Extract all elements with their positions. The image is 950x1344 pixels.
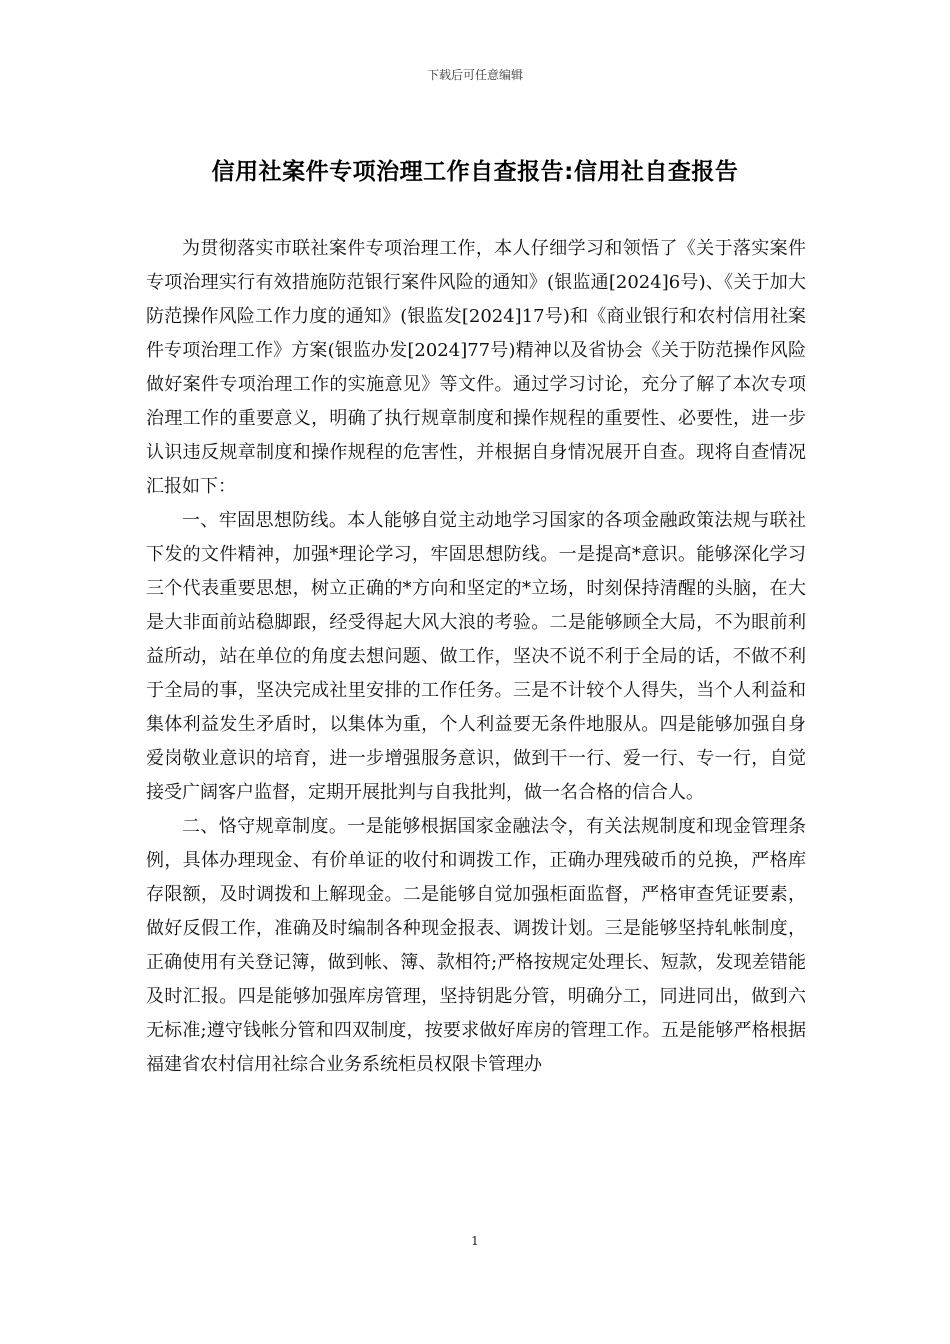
document-body xyxy=(146,232,806,1082)
paragraph-section-2: 二、恪守规章制度。一是能够根据国家金融法令，有关法规制度和现金管理条例，具体办理现金、有价单证的收付和调拨工作，正确办理残破币的兑换，严格库存限额，及时调拨和上解现金。二是能够自觉加强柜面监督，严格审查凭证要素，做好反假工作，准确及时编制各种现金报表、调拨计划。三是能够坚持轧帐制度，正确使用有关登记簿，做到帐、簿、款相符;严格按规定处理长、短款，发现差错能及时汇报。四是能够加强库房管理，坚持钥匙分管，明确分工，同进同出，做到六无标准;遵守钱帐分管和四双制度，按要求做好库房的管理工作。五是能够严格根据福建省农村信用社综合业务系统柜员权限卡管理办 xyxy=(146,816,806,1075)
page-number: 1 xyxy=(471,1234,479,1248)
paragraph-intro: 为贯彻落实市联社案件专项治理工作，本人仔细学习和领悟了《关于落实案件专项治理实行有效措施防范银行案件风险的通知》(银监通[2024]6号)、《关于加大防范操作风险工作力度的通知》(银监发[2024]17号)和《商业银行和农村信用社案件专项治理工作》方案(银监办发[2024]77号)精神以及省协会《关于防范操作风险做好案件专项治理工作的实施意见》等文件。通过学习讨论，充分了解了本次专项治理工作的重要意义，明确了执行规章制度和操作规程的重要性、必要性，进一步认识违反规章制度和操作规程的危害性，并根据自身情况展开自查。现将自查情况汇报如下： xyxy=(146,238,806,497)
page-header: 下载后可任意编辑 xyxy=(426,68,523,82)
paragraph-section-1: 一、牢固思想防线。本人能够自觉主动地学习国家的各项金融政策法规与联社下发的文件精神，加强*理论学习，牢固思想防线。一是提高*意识。能够深化学习三个代表重要思想，树立正确的*方向和坚定的*立场，时刻保持清醒的头脑，在大是大非面前站稳脚跟，经受得起大风大浪的考验。二是能够顾全大局，不为眼前利益所动，站在单位的角度去想问题、做工作，坚决不说不利于全局的话，不做不利于全局的事，坚决完成社里安排的工作任务。三是不计较个人得失，当个人利益和集体利益发生矛盾时，以集体为重，个人利益要无条件地服从。四是能够加强自身爱岗敬业意识的培育，进一步增强服务意识，做到干一行、爱一行、专一行，自觉接受广阔客户监督，定期开展批判与自我批判，做一名合格的信合人。 xyxy=(146,510,806,803)
document-title: 信用社案件专项治理工作自查报告:信用社自查报告 xyxy=(211,159,739,185)
